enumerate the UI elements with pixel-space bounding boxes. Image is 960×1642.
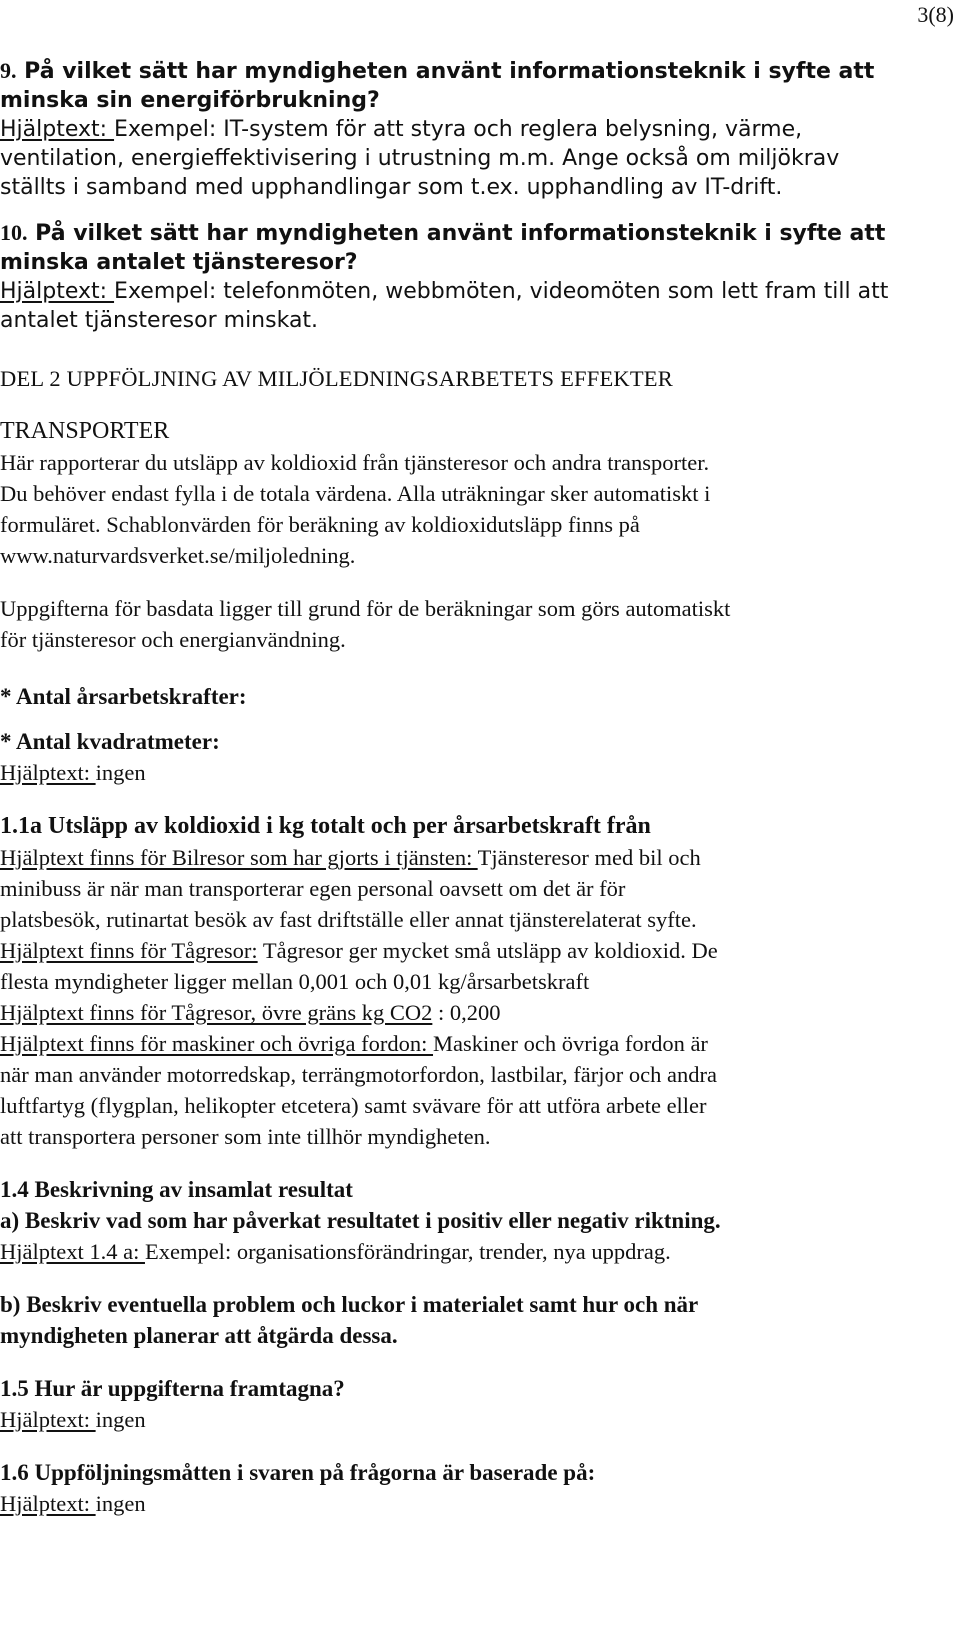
section-1-5-help <box>0 1404 930 1435</box>
bilresor-line1: Tjänsteresor med bil och <box>477 845 701 870</box>
basdata-info <box>0 593 930 655</box>
section-1-4b-line1: b) Beskriv eventuella problem och luckor i materialet samt hur och när <box>0 1292 699 1317</box>
question-9-help <box>0 115 930 144</box>
section-1-4b-line2: myndigheten planerar att åtgärda dessa. <box>0 1323 398 1348</box>
tagresor-grans-value: : 0,200 <box>432 1000 501 1025</box>
help-value: ingen <box>95 1491 146 1516</box>
part-2-heading: DEL 2 UPPFÖLJNING AV MILJÖLEDNINGSARBETETS EFFEKTER <box>0 366 673 391</box>
help-label: Hjälptext: <box>0 279 115 304</box>
section-1-4b-question <box>0 1289 930 1351</box>
transporter-heading: TRANSPORTER <box>0 418 170 444</box>
bilresor-line2: minibuss är när man transporterar egen personal oavsett om det är för <box>0 876 626 901</box>
question-9 <box>0 56 930 202</box>
tagresor-help <box>0 935 930 966</box>
question-9-title <box>0 56 930 86</box>
section-1-1a-heading: 1.1a Utsläpp av koldioxid i kg totalt och per årsarbetskraft från <box>0 813 651 839</box>
help-label: Hjälptext 1.4 a: <box>0 1239 145 1264</box>
tagresor-grans <box>0 997 930 1028</box>
basdata-line1: Uppgifterna för basdata ligger till grund för de beräkningar som görs automatiskt <box>0 596 731 621</box>
question-10-help-line2: antalet tjänsteresor minskat. <box>0 308 319 333</box>
help-label: Hjälptext: <box>0 117 115 142</box>
section-1-5-heading: 1.5 Hur är uppgifterna framtagna? <box>0 1376 345 1401</box>
maskiner-line1: Maskiner och övriga fordon är <box>433 1031 708 1056</box>
maskiner-line3: luftfartyg (flygplan, helikopter etcetera) samt svävare för att utföra arbete eller <box>0 1093 707 1118</box>
question-9-help-line1: Exempel: IT-system för att styra och reglera belysning, värme, <box>114 117 803 142</box>
question-10-help <box>0 277 930 306</box>
question-9-title-line1: På vilket sätt har myndigheten använt informationsteknik i syfte att <box>24 59 875 84</box>
tagresor-line2: flesta myndigheter ligger mellan 0,001 och 0,01 kg/årsarbetskraft <box>0 969 590 994</box>
field-kvadratmeter-label: * Antal kvadratmeter: <box>0 729 220 754</box>
help-value: ingen <box>95 1407 146 1432</box>
bilresor-help-label: Hjälptext finns för Bilresor som har gjorts i tjänsten: <box>0 845 478 870</box>
help-label: Hjälptext: <box>0 760 96 785</box>
bilresor-help <box>0 842 930 873</box>
section-1-6-heading: 1.6 Uppföljningsmåtten i svaren på frågorna är baserade på: <box>0 1460 596 1485</box>
question-10-help-line1: Exempel: telefonmöten, webbmöten, videomöten som lett fram till att <box>114 279 889 304</box>
tagresor-help-label: Hjälptext finns för Tågresor: <box>0 938 258 963</box>
question-10-title-line1: På vilket sätt har myndigheten använt informationsteknik i syfte att <box>35 221 886 246</box>
transporter-line2: Du behöver endast fylla i de totala värdena. Alla uträkningar sker automatiskt i <box>0 481 711 506</box>
section-1-4a-help <box>0 1236 930 1267</box>
question-10-title-line2: minska antalet tjänsteresor? <box>0 250 358 275</box>
maskiner-line2: när man använder motorredskap, terrängmotorfordon, lastbilar, färjor och andra <box>0 1062 717 1087</box>
field-arsarbetskrafter-label: * Antal årsarbetskrafter: <box>0 684 247 709</box>
section-1-4a-question: a) Beskriv vad som har påverkat resultatet i positiv eller negativ riktning. <box>0 1208 721 1233</box>
document-body <box>0 56 930 1519</box>
transporter-line1: Här rapporterar du utsläpp av koldioxid från tjänsteresor och andra transporter. <box>0 450 710 475</box>
section-1-1a-help <box>0 842 930 1152</box>
help-text: Exempel: organisationsförändringar, trender, nya uppdrag. <box>144 1239 671 1264</box>
question-10-title <box>0 218 930 248</box>
tagresor-grans-label: Hjälptext finns för Tågresor, övre gräns kg CO2 <box>0 1000 433 1025</box>
basdata-line2: för tjänsteresor och energianvändning. <box>0 627 346 652</box>
maskiner-help-label: Hjälptext finns för maskiner och övriga fordon: <box>0 1031 434 1056</box>
section-1-4-heading: 1.4 Beskrivning av insamlat resultat <box>0 1177 353 1202</box>
bilresor-line3: platsbesök, rutinartat besök av fast driftställe eller annat tjänsterelaterat syfte. <box>0 907 697 932</box>
question-9-title-line2: minska sin energiförbrukning? <box>0 88 380 113</box>
help-label: Hjälptext: <box>0 1407 96 1432</box>
question-10 <box>0 218 930 335</box>
question-9-help-line3: ställts i samband med upphandlingar som t.ex. upphandling av IT-drift. <box>0 175 783 200</box>
transporter-link-text: www.naturvardsverket.se/miljoledning. <box>0 543 356 568</box>
maskiner-line4: att transportera personer som inte tillhör myndigheten. <box>0 1124 491 1149</box>
question-9-number: 9. <box>0 58 17 83</box>
transporter-line3: formuläret. Schablonvärden för beräkning av koldioxidutsläpp finns på <box>0 512 640 537</box>
question-10-number: 10. <box>0 220 28 245</box>
section-1-6-help <box>0 1488 930 1519</box>
tagresor-line1: Tågresor ger mycket små utsläpp av koldioxid. De <box>257 938 718 963</box>
question-9-help-line2: ventilation, energieffektivisering i utrustning m.m. Ange också om miljökrav <box>0 146 840 171</box>
maskiner-help <box>0 1028 930 1059</box>
page-number: 3(8) <box>917 2 954 27</box>
help-label: Hjälptext: <box>0 1491 96 1516</box>
transporter-intro <box>0 447 930 571</box>
fields-help <box>0 757 930 788</box>
help-value: ingen <box>95 760 146 785</box>
